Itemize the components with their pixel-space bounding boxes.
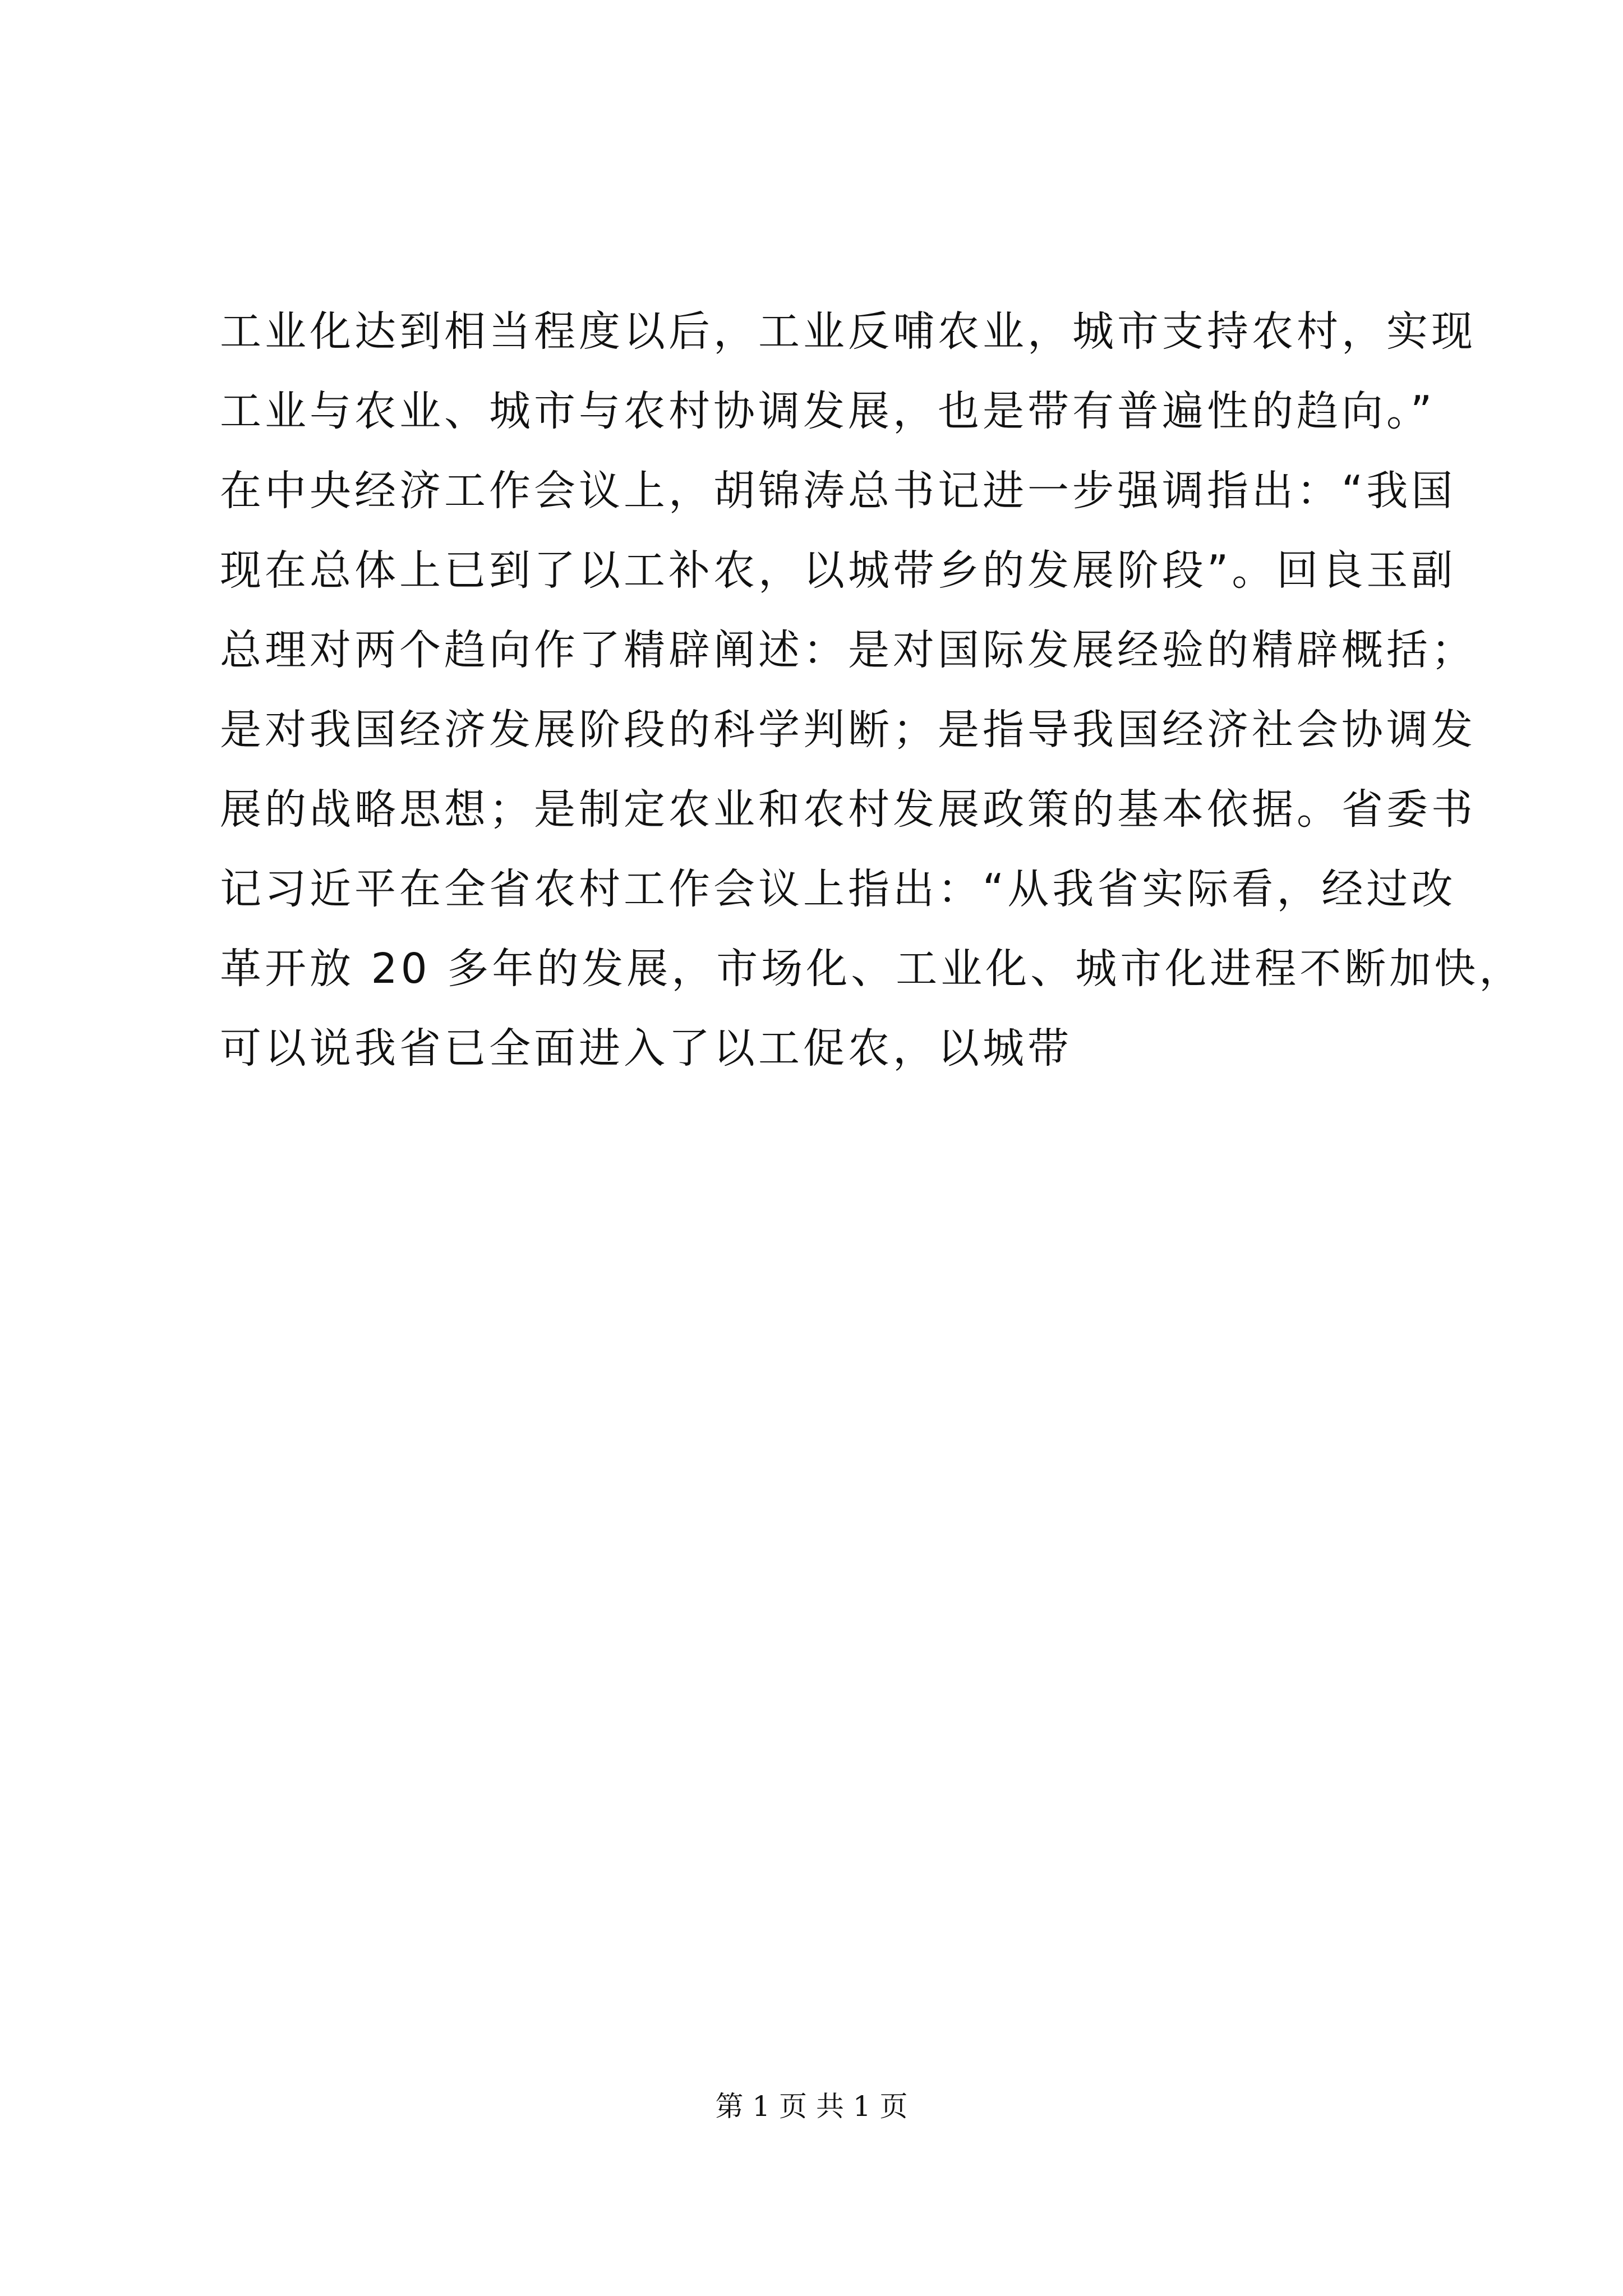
- page-number-footer: 第 1 页 共 1 页: [715, 2090, 908, 2123]
- body-paragraph: [220, 292, 1524, 1088]
- text-line: 展的战略思想；是制定农业和农村发展政策的基本依据。省委书: [220, 785, 1476, 834]
- text-line: 是对我国经济发展阶段的科学判断；是指导我国经济社会协调发: [220, 706, 1476, 754]
- text-line: 在中央经济工作会议上，胡锦涛总书记进一步强调指出：“我国: [220, 467, 1456, 515]
- text-line: 记习近平在全省农村工作会议上指出：“从我省实际看，经过改: [220, 865, 1456, 913]
- text-line: 工业与农业、城市与农村协调发展，也是带有普遍性的趋向。”: [220, 387, 1436, 435]
- text-line: 可以说我省已全面进入了以工促农，以城带: [220, 1024, 1072, 1073]
- text-line: 革开放 20 多年的发展，市场化、工业化、城市化进程不断加快，: [220, 945, 1524, 993]
- text-line: 现在总体上已到了以工补农，以城带乡的发展阶段”。回良玉副: [220, 546, 1456, 595]
- text-line: 工业化达到相当程度以后，工业反哺农业，城市支持农村，实现: [220, 307, 1476, 356]
- text-line: 总理对两个趋向作了精辟阐述：是对国际发展经验的精辟概括；: [220, 626, 1476, 674]
